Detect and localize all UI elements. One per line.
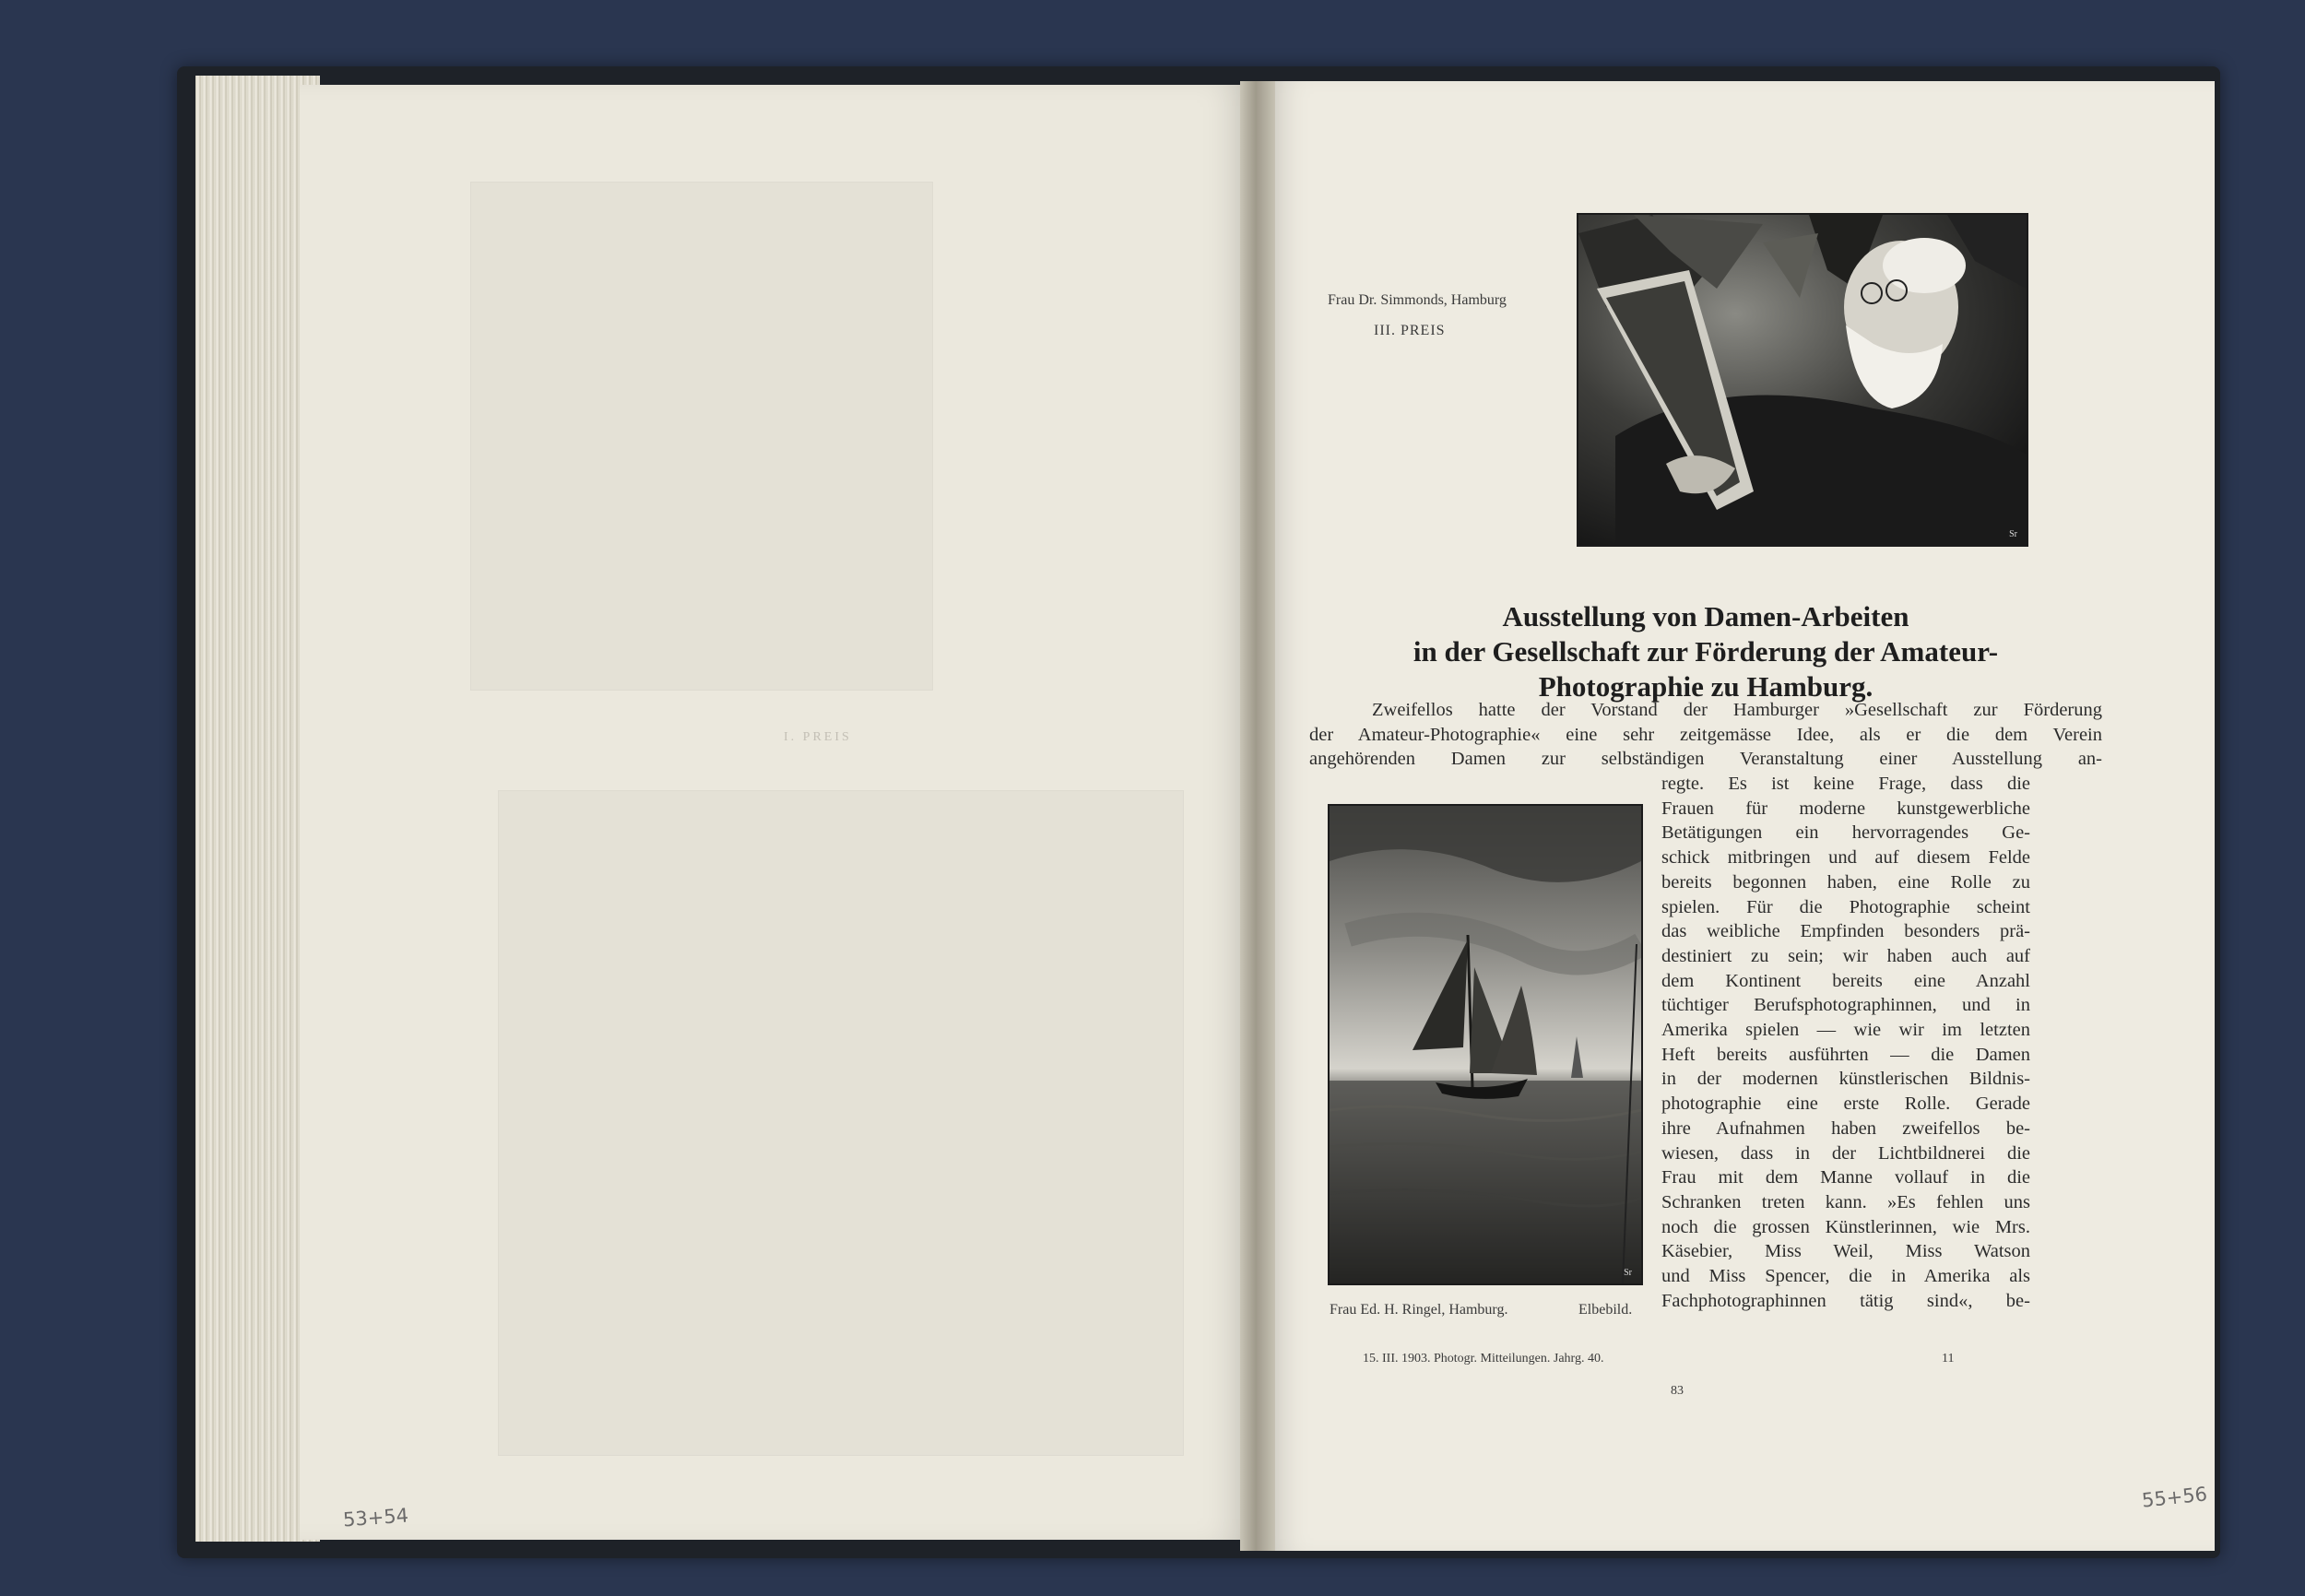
heading-line: Ausstellung von Damen-Arbeiten [1502, 600, 1909, 632]
article-intro [1309, 698, 2102, 772]
portrait-prize-caption: III. PREIS [1374, 323, 1446, 338]
text-line: in der modernen künstlerischen Bildnis- [1661, 1069, 2030, 1090]
text-line: schick mitbringen und auf diesem Felde [1661, 847, 2030, 869]
archive-note-left: 53+54 [342, 1504, 409, 1531]
text-line: Schranken treten kann. »Es fehlen uns [1661, 1191, 2030, 1212]
text-line: ihre Aufnahmen haben zweifellos be- [1661, 1117, 2030, 1139]
text-line: dem Kontinent bereits eine Anzahl [1661, 970, 2030, 991]
text-line: noch die grossen Künstlerinnen, wie Mrs. [1661, 1216, 2030, 1237]
article-heading [1309, 599, 2102, 704]
seascape-photo [1328, 804, 1643, 1285]
portrait-photographer-mark: Sr [2009, 529, 2017, 539]
text-line: Käsebier, Miss Weil, Miss Watson [1661, 1241, 2030, 1262]
article-column [1661, 772, 2030, 1313]
text-line: angehörenden Damen zur selbständigen Veranstaltung einer Ausstellung an- [1309, 749, 2102, 770]
text-line: Frauen für moderne kunstgewerbliche [1661, 798, 2030, 819]
text-line: bereits begonnen haben, eine Rolle zu [1661, 871, 2030, 893]
heading-line: Photographie zu Hamburg. [1538, 670, 1874, 703]
seascape-title-caption: Elbebild. [1578, 1302, 1633, 1318]
text-line: spielen. Für die Photographie scheint [1661, 896, 2030, 917]
text-line: das weibliche Empfinden besonders prä- [1661, 921, 2030, 942]
ghost-photo-bottom [498, 790, 1184, 1456]
text-line: Betätigungen ein hervorragendes Ge- [1661, 822, 2030, 844]
text-line: destiniert zu sein; wir haben auch auf [1661, 945, 2030, 966]
portrait-photo [1577, 213, 2028, 547]
heading-line: in der Gesellschaft zur Förderung der Amateur- [1413, 635, 1999, 668]
text-line: photographie eine erste Rolle. Gerade [1661, 1094, 2030, 1115]
text-line: Frau mit dem Manne vollauf in die [1661, 1167, 2030, 1188]
signature-mark: 11 [1942, 1352, 1955, 1365]
text-line: und Miss Spencer, die in Amerika als [1661, 1266, 2030, 1287]
text-line: Heft bereits ausführten — die Damen [1661, 1044, 2030, 1065]
issue-line: 15. III. 1903. Photogr. Mitteilungen. Jahrg. 40. [1363, 1352, 1604, 1365]
book-gutter [1240, 81, 1275, 1551]
left-page [300, 85, 1256, 1540]
text-line: wiesen, dass in der Lichtbildnerei die [1661, 1142, 2030, 1164]
text-line: Fachphotographinnen tätig sind«, be- [1661, 1290, 2030, 1311]
text-line: tüchtiger Berufsphotographinnen, und in [1661, 995, 2030, 1016]
portrait-author-caption: Frau Dr. Simmonds, Hamburg [1328, 292, 1507, 308]
ghost-photo-top [470, 182, 933, 691]
seascape-photographer-mark: Sr [1624, 1268, 1632, 1278]
seascape-author-caption: Frau Ed. H. Ringel, Hamburg. [1330, 1302, 1508, 1318]
text-line: regte. Es ist keine Frage, dass die [1661, 774, 2030, 794]
page-number: 83 [1671, 1384, 1684, 1398]
archive-note-right: 55+56 [2140, 1483, 2209, 1512]
text-line: Zweifellos hatte der Vorstand der Hamburger »Gesellschaft zur Förderung [1372, 700, 2102, 720]
text-line: Amerika spielen — wie wir im letzten [1661, 1020, 2030, 1041]
text-line: der Amateur-Photographie« eine sehr zeitgemässe Idee, als er die dem Verein [1309, 724, 2102, 745]
ghost-caption: I. PREIS [784, 730, 852, 744]
